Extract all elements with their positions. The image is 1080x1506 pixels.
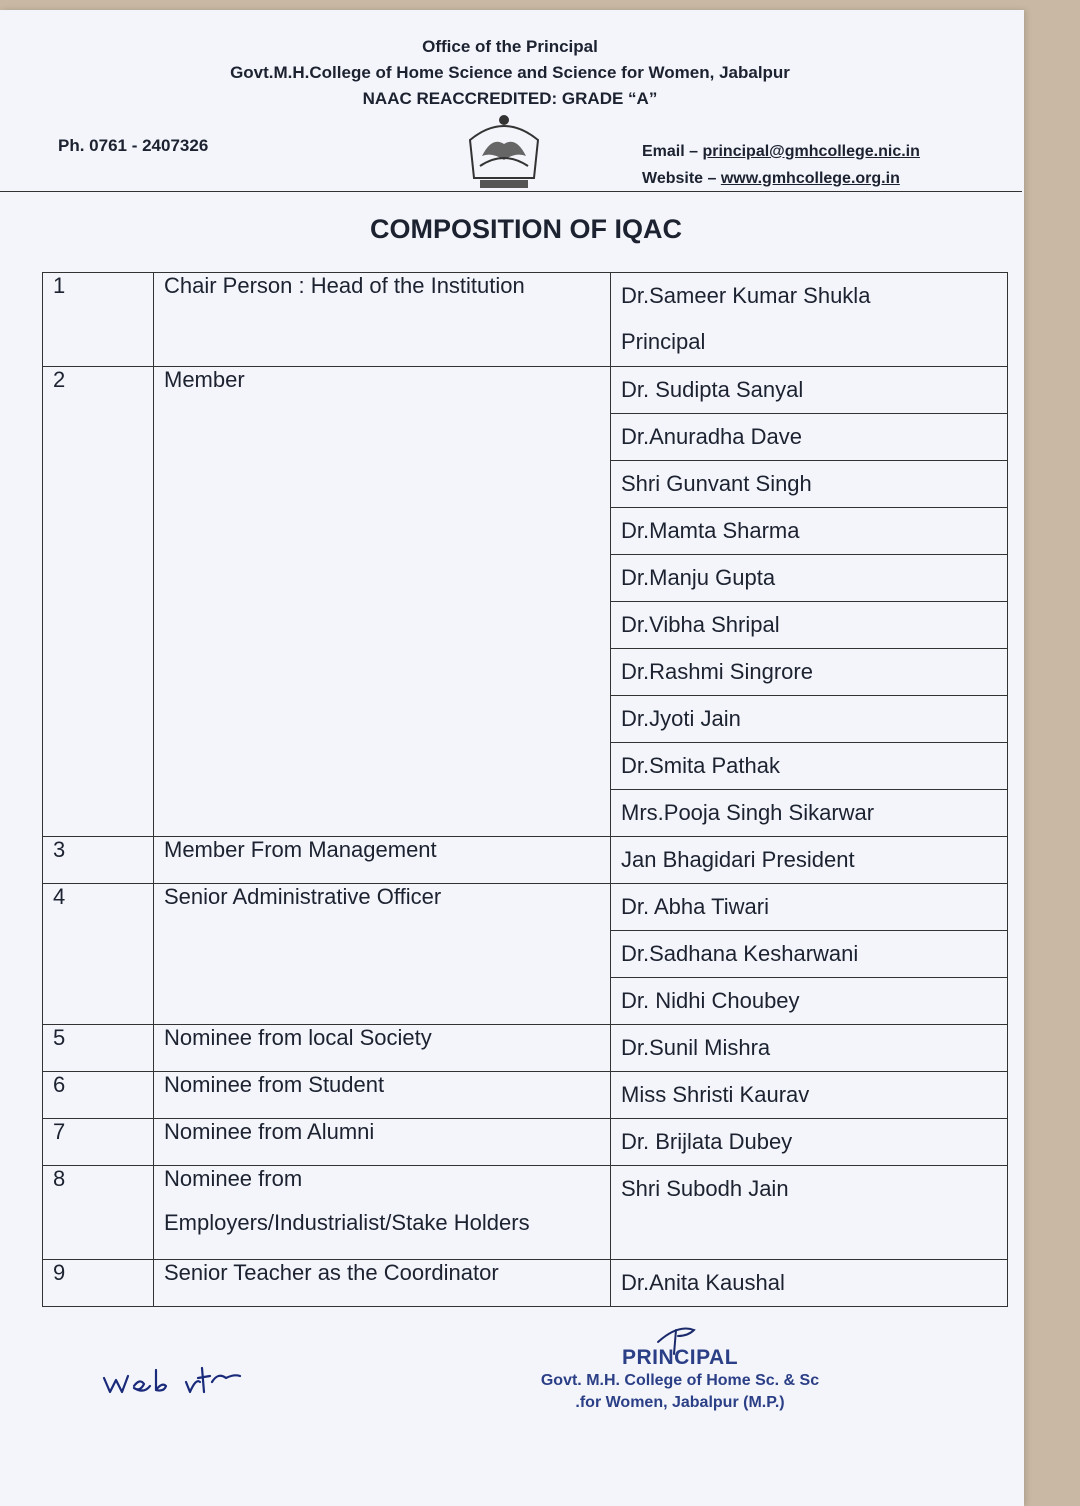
- role-cell: Chair Person : Head of the Institution: [154, 273, 611, 367]
- member-designation: Principal: [611, 319, 1008, 366]
- college-name: Govt.M.H.College of Home Science and Science for Women, Jabalpur: [230, 63, 790, 82]
- member-name: Dr.Rashmi Singrore: [611, 648, 1008, 695]
- page-title: COMPOSITION OF IQAC: [369, 214, 682, 244]
- email-label: Email –: [642, 143, 699, 160]
- member-name: Dr.Smita Pathak: [611, 742, 1008, 789]
- row-number: 4: [43, 883, 154, 1024]
- stamp-title: PRINCIPAL: [621, 1346, 739, 1369]
- role-cell: Nominee from Student: [154, 1071, 611, 1118]
- phone-number: Ph. 0761 - 2407326: [58, 136, 209, 155]
- member-name: Dr.Jyoti Jain: [611, 695, 1008, 742]
- letterhead: [0, 34, 1020, 112]
- table-row: [43, 1118, 1008, 1165]
- member-name: Miss Shristi Kaurav: [611, 1071, 1008, 1118]
- stamp-line-1: Govt. M.H. College of Home Sc. & Sc: [540, 1372, 820, 1389]
- iqac-composition-table: [42, 272, 1008, 1307]
- row-number: 2: [43, 366, 154, 836]
- table-row: [43, 1024, 1008, 1071]
- member-name: Dr.Mamta Sharma: [611, 507, 1008, 554]
- college-seal-icon: [462, 110, 546, 194]
- member-name: Dr. Sudipta Sanyal: [611, 366, 1008, 413]
- table-row: [43, 273, 1008, 320]
- role-cell: Senior Administrative Officer: [154, 883, 611, 1024]
- member-name: Dr.Sameer Kumar Shukla: [611, 273, 1008, 320]
- table-row: [43, 836, 1008, 883]
- website-label: Website –: [642, 170, 717, 187]
- naac-grade: NAAC REACCREDITED: GRADE “A”: [362, 89, 658, 108]
- role-line-2: Employers/Industrialist/Stake Holders: [164, 1209, 530, 1235]
- member-name: Dr. Nidhi Choubey: [611, 977, 1008, 1024]
- member-name: Dr.Anuradha Dave: [611, 413, 1008, 460]
- member-name: Jan Bhagidari President: [611, 836, 1008, 883]
- role-cell: Nominee from local Society: [154, 1024, 611, 1071]
- contact-block: [642, 138, 920, 192]
- member-name: Dr. Brijlata Dubey: [611, 1118, 1008, 1165]
- stamp-line-2: .for Women, Jabalpur (M.P.): [575, 1394, 785, 1411]
- table-row: [43, 366, 1008, 413]
- principal-stamp: [530, 1322, 830, 1414]
- row-number: 6: [43, 1071, 154, 1118]
- email-link[interactable]: principal@gmhcollege.nic.in: [702, 143, 920, 160]
- member-name: Mrs.Pooja Singh Sikarwar: [611, 789, 1008, 836]
- table-row: [43, 883, 1008, 930]
- role-cell: Member: [154, 366, 611, 836]
- email-line: [642, 138, 920, 165]
- member-name: Dr.Sadhana Kesharwani: [611, 930, 1008, 977]
- row-number: 5: [43, 1024, 154, 1071]
- office-line: Office of the Principal: [422, 37, 598, 56]
- role-line-1: Nominee from: [164, 1165, 303, 1191]
- role-cell: Nominee from Alumni: [154, 1118, 611, 1165]
- role-cell: Senior Teacher as the Coordinator: [154, 1259, 611, 1306]
- signature-icon: [648, 1322, 708, 1356]
- row-number: 9: [43, 1259, 154, 1306]
- website-line: [642, 165, 920, 192]
- role-cell: [154, 1165, 611, 1259]
- row-number: 3: [43, 836, 154, 883]
- member-name: Dr.Vibha Shripal: [611, 601, 1008, 648]
- table-row: [43, 1165, 1008, 1259]
- table-row: [43, 1259, 1008, 1306]
- member-name: Dr.Anita Kaushal: [611, 1259, 1008, 1306]
- member-name: Shri Gunvant Singh: [611, 460, 1008, 507]
- website-link[interactable]: www.gmhcollege.org.in: [720, 170, 900, 187]
- header-divider: [0, 191, 1022, 192]
- table-row: [43, 1071, 1008, 1118]
- member-name: Dr.Sunil Mishra: [611, 1024, 1008, 1071]
- member-name: Dr.Manju Gupta: [611, 554, 1008, 601]
- row-number: 7: [43, 1118, 154, 1165]
- row-number: 1: [43, 273, 154, 367]
- handwritten-note: [100, 1348, 250, 1398]
- row-number: 8: [43, 1165, 154, 1259]
- role-cell: Member From Management: [154, 836, 611, 883]
- member-name: Shri Subodh Jain: [611, 1165, 1008, 1259]
- member-name: Dr. Abha Tiwari: [611, 883, 1008, 930]
